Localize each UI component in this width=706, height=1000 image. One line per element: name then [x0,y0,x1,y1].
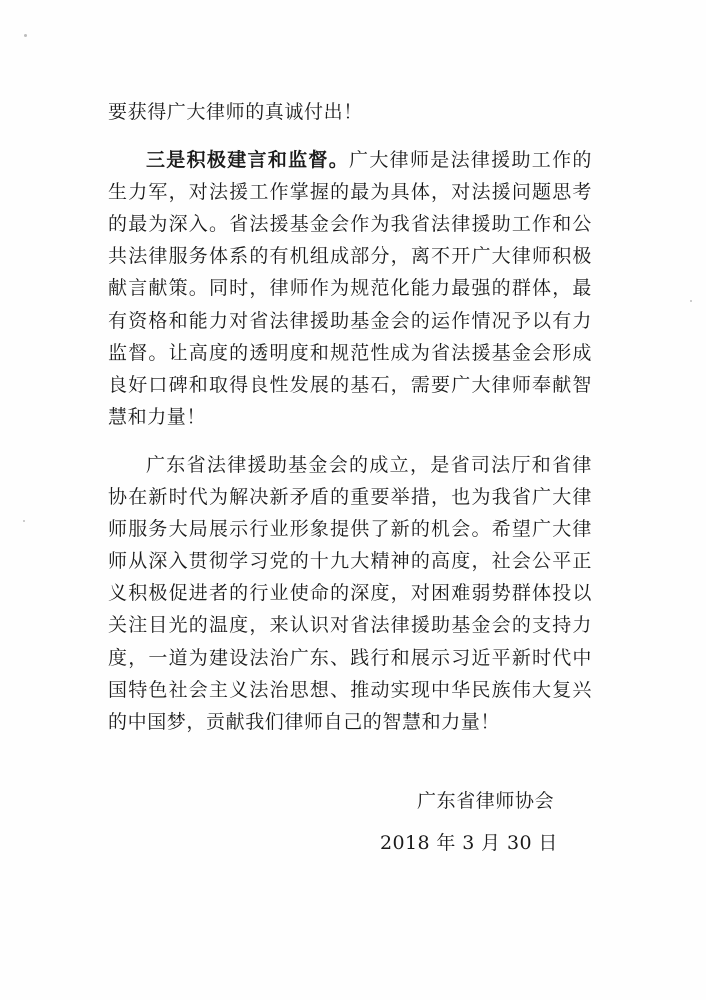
scan-speck [690,300,692,302]
signature-organization: 广东省律师协会 [417,790,555,812]
paragraph-3: 广东省法律援助基金会的成立，是省司法厅和省律协在新时代为解决新矛盾的重要举措，也为我省广大律师服务大局展示行业形象提供了新的机会。希望广大律师从深入贯彻学习党的十九大精神的高度，社会公平正义积极促进者的行业使命的深度，对困难弱势群体投以关注目光的温度，来认识对省法律援助基金会的支持力度，一道为建设法治广东、践行和展示习近平新时代中国特色社会主义法治思想、推动实现中华民族伟大复兴的中国梦，贡献我们律师自己的智慧和力量！ [108,453,592,733]
scan-speck [23,520,25,522]
paragraph-2-lead: 三是积极建言和监督。 [146,149,350,172]
paragraph-2 [108,144,592,433]
letter-body [108,96,592,738]
signature-date: 2018 年 3 月 30 日 [380,832,558,854]
scan-speck [24,34,27,37]
paragraph-2-text: 广大律师是法律援助工作的生力军，对法援工作掌握的最为具体，对法援问题思考的最为深入。省法援基金会作为我省法律援助工作和公共法律服务体系的有机组成部分，离不开广大律师积极献言献策。同时，律师作为规范化能力最强的群体，最有资格和能力对省法律援助基金会的运作情况予以有力监督。让高度的透明度和规范性成为省法援基金会形成良好口碑和取得良性发展的基石，需要广大律师奉献智慧和力量！ [108,149,592,428]
paragraph-1: 要获得广大律师的真诚付出！ [108,101,363,123]
